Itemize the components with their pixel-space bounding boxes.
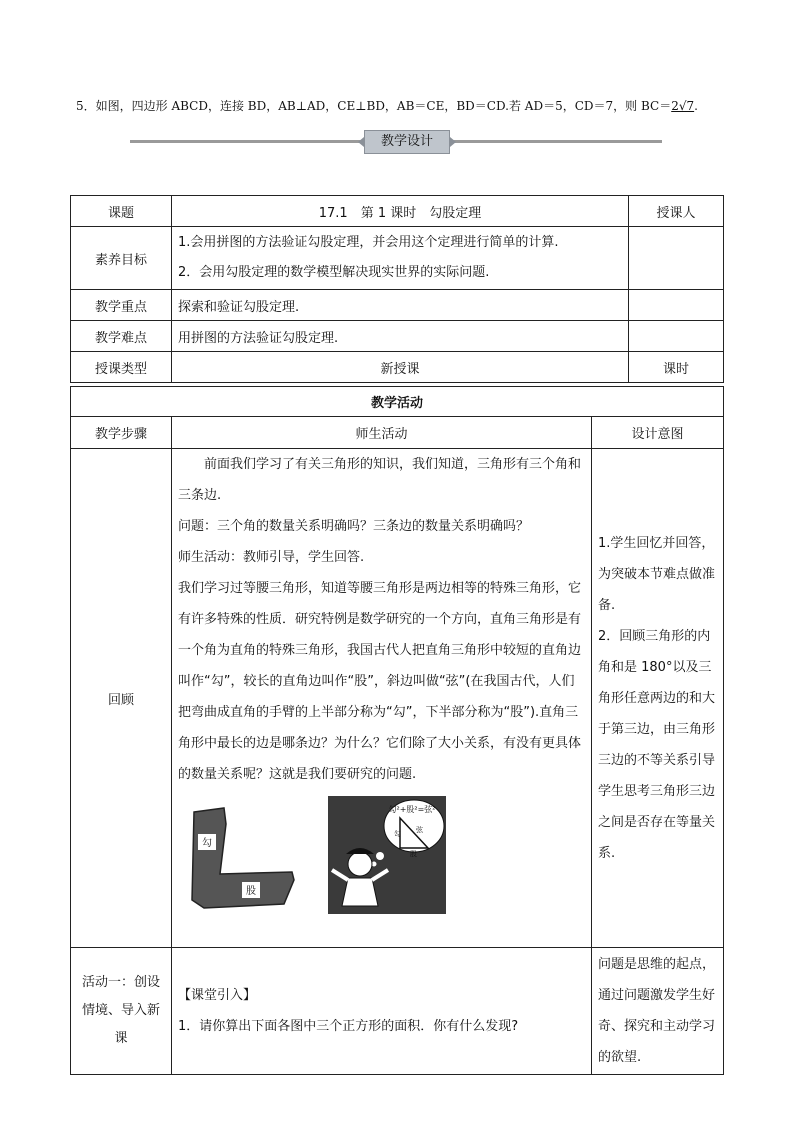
goal-2: 2．会用勾股定理的数学模型解决现实世界的实际问题. bbox=[178, 265, 490, 280]
activities-table bbox=[70, 386, 724, 1075]
col-steps: 教学步骤 bbox=[71, 417, 172, 449]
goals-cell bbox=[172, 227, 629, 290]
question-5-text: 5．如图，四边形 ABCD，连接 BD，AB⊥AD，CE⊥BD，AB＝CE，BD＝CD.若 AD＝5，CD＝7，则 BC＝ bbox=[76, 99, 672, 113]
act1-q1: 1．请你算出下面各图中三个正方形的面积．你有什么发现? bbox=[178, 1019, 519, 1034]
cartoon-gou-label: 勾 bbox=[394, 830, 401, 838]
lesson-info-table bbox=[70, 195, 724, 383]
question-5 bbox=[76, 97, 698, 114]
type-label: 授课类型 bbox=[71, 352, 172, 383]
goals-blank bbox=[629, 227, 724, 290]
arm-figure bbox=[184, 804, 302, 914]
review-activity bbox=[172, 449, 592, 948]
difficulty-value: 用拼图的方法验证勾股定理. bbox=[172, 321, 629, 352]
topic-label: 课题 bbox=[71, 196, 172, 227]
col-intent: 设计意图 bbox=[592, 417, 724, 449]
cartoon-gu-label: 股 bbox=[410, 850, 417, 858]
key-value: 探索和验证勾股定理. bbox=[172, 290, 629, 321]
difficulty-label: 教学难点 bbox=[71, 321, 172, 352]
question-5-answer: 2√7 bbox=[671, 99, 695, 113]
review-p2: 问题：三个角的数量关系明确吗？三条边的数量关系明确吗？ bbox=[178, 519, 530, 534]
key-blank bbox=[629, 290, 724, 321]
review-p3: 师生活动：教师引导，学生回答. bbox=[178, 550, 365, 565]
act1-intent: 问题是思维的起点，通过问题激发学生好奇、探究和主动学习的欲望. bbox=[592, 948, 724, 1075]
goals-label: 素养目标 bbox=[71, 227, 172, 290]
formula-label: 勾²+股²=弦² bbox=[388, 805, 436, 814]
review-p4: 我们学习过等腰三角形，知道等腰三角形是两边相等的特殊三角形，它有许多特殊的性质．研究特例是数学研究的一个方向，直角三角形是有一个角为直角的特殊三角形，我国古代人把直角三角形中较短的直角边叫作“勾”，较长的直角边叫作“股”，斜边叫做“弦”(在我国古代，人们把弯曲成直角的手臂的上半部分称为“勾”，下半部分称为“股”).直角三角形中最长的边是哪条边？为什么？它们除了大小关系，有没有更具体的数量关系呢？这就是我们要研究的问题. bbox=[178, 581, 582, 782]
banner-title: 教学设计 bbox=[364, 130, 450, 154]
goal-1: 1.会用拼图的方法验证勾股定理，并会用这个定理进行简单的计算. bbox=[178, 235, 559, 250]
act1-activity bbox=[172, 948, 592, 1075]
arm-gou-label: 勾 bbox=[202, 838, 212, 849]
act1-heading: 【课堂引入】 bbox=[178, 988, 257, 1003]
type-value: 新授课 bbox=[172, 352, 629, 383]
review-intent bbox=[592, 449, 724, 948]
teacher-label: 授课人 bbox=[629, 196, 724, 227]
review-figures bbox=[178, 796, 585, 924]
hours-label: 课时 bbox=[629, 352, 724, 383]
review-step: 回顾 bbox=[71, 449, 172, 948]
topic-value: 17.1 第 1 课时 勾股定理 bbox=[172, 196, 629, 227]
activities-header: 教学活动 bbox=[71, 387, 724, 417]
review-intent-2: 2．回顾三角形的内角和是 180°以及三角形任意两边的和大于第三边，由三角形三边的不等关系引导学生思考三角形三边之间是否存在等量关系. bbox=[598, 628, 716, 861]
cartoon-xian-label: 弦 bbox=[416, 826, 423, 834]
review-intent-1: 1.学生回忆并回答，为突破本节难点做准备. bbox=[598, 535, 716, 613]
ancient-scholar-figure bbox=[328, 796, 446, 914]
col-activity: 师生活动 bbox=[172, 417, 592, 449]
act1-step: 活动一：创设情境、导入新课 bbox=[71, 948, 172, 1075]
section-banner bbox=[130, 130, 662, 154]
question-5-end: . bbox=[694, 99, 698, 113]
review-p1: 前面我们学习了有关三角形的知识，我们知道，三角形有三个角和三条边. bbox=[178, 457, 582, 503]
key-label: 教学重点 bbox=[71, 290, 172, 321]
arm-gu-label: 股 bbox=[246, 886, 256, 897]
difficulty-blank bbox=[629, 321, 724, 352]
